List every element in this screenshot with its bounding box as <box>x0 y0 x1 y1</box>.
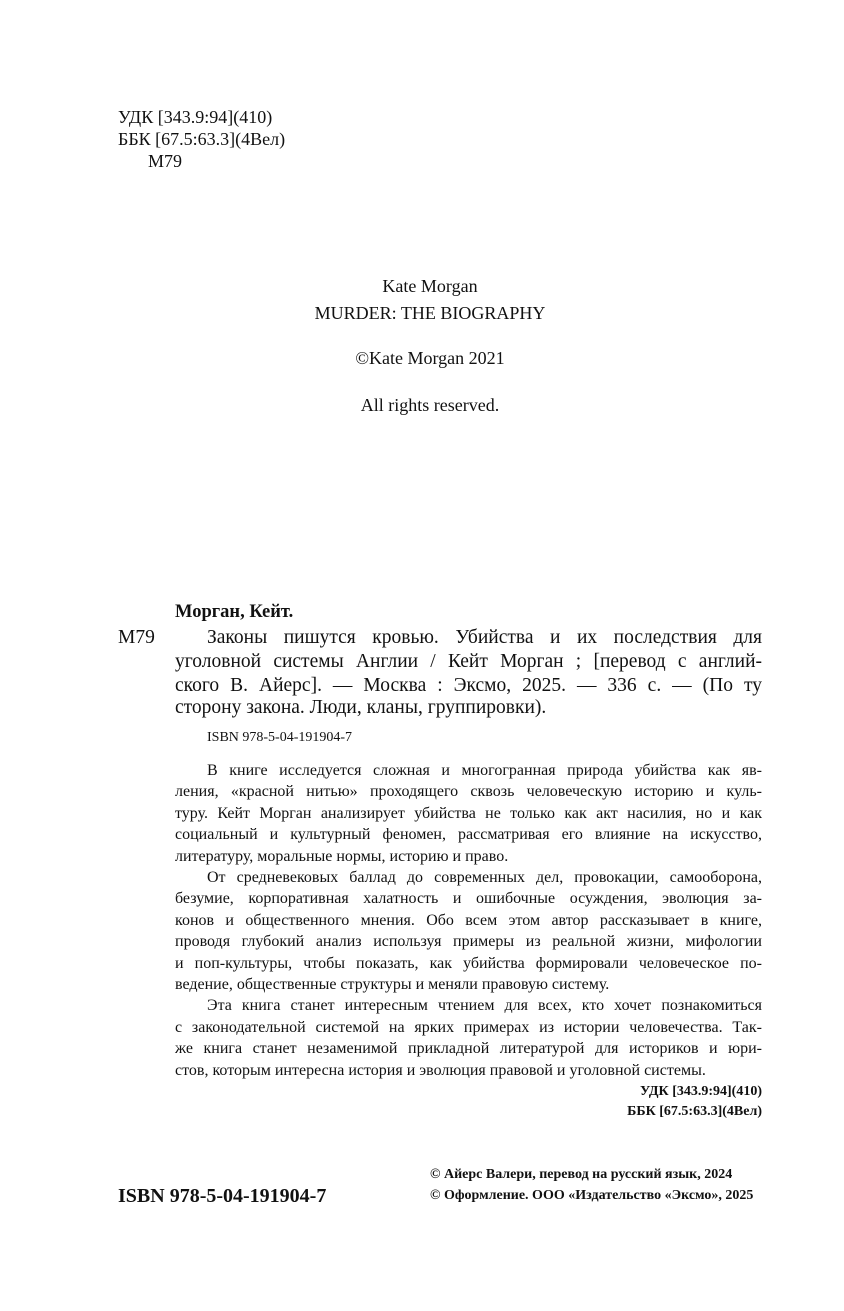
catalog-isbn: ISBN 978-5-04-191904-7 <box>207 730 353 745</box>
copyright-design: © Оформление. ООО «Издательство «Эксмо», 2025 <box>430 1188 754 1203</box>
catalog-author-heading: Морган, Кейт. <box>175 602 294 622</box>
author-mark: М79 <box>148 151 183 171</box>
catalog-line: уголовной системы Англии / Кейт Морган ; [перевод с англий- <box>175 651 762 672</box>
annotation-line: конов и общественного мнения. Обо всем этом автор рассказывает в книге, <box>175 911 762 929</box>
annotation-line: и поп-культуры, чтобы показать, как убийства формировали человеческое по- <box>175 954 762 972</box>
catalog-line: сторону закона. Люди, кланы, группировки). <box>175 697 547 718</box>
original-title: MURDER: THE BIOGRAPHY <box>314 303 546 323</box>
annotation-line: безумие, корпоративная халатность и ошибочные осуждения, эволюция за- <box>175 890 762 908</box>
annotation-line: Эта книга станет интересным чтением для всех, кто хочет познакомиться <box>207 997 762 1015</box>
rights-notice: All rights reserved. <box>360 395 500 415</box>
bbk-code: ББК [67.5:63.3](4Вел) <box>118 129 286 149</box>
footer-udk: УДК [343.9:94](410) <box>640 1084 762 1099</box>
annotation-line: же книга станет незаменимой прикладной литературой для историков и юри- <box>175 1040 762 1058</box>
udk-code: УДК [343.9:94](410) <box>118 107 273 127</box>
annotation-line: стов, которым интересна история и эволюция правовой и уголовной системы. <box>175 1061 706 1079</box>
annotation-line: ления, «красной нитью» проходящего сквозь человеческую историю и куль- <box>175 783 762 801</box>
footer-isbn: ISBN 978-5-04-191904-7 <box>118 1185 327 1207</box>
annotation-line: ведение, общественные структуры и меняли правовую систему. <box>175 976 610 993</box>
catalog-line: Законы пишутся кровью. Убийства и их последствия для <box>207 627 762 648</box>
catalog-mark: М79 <box>118 627 155 648</box>
annotation-line: От средневековых баллад до современных дел, провокации, самооборона, <box>207 869 762 886</box>
annotation-line: туру. Кейт Морган анализирует убийства не только как акт насилия, но и как <box>175 804 762 822</box>
annotation-line: проводя глубокий анализ используя примеры из реальной жизни, мифологии <box>175 933 762 951</box>
copyright-translation: © Айерс Валери, перевод на русский язык, 2024 <box>430 1167 733 1182</box>
annotation-line: литературу, моральные нормы, историю и право. <box>175 847 509 865</box>
original-author: Kate Morgan <box>382 276 478 296</box>
original-copyright: ©Kate Morgan 2021 <box>355 348 505 368</box>
footer-bbk: ББК [67.5:63.3](4Вел) <box>627 1104 762 1119</box>
annotation-line: В книге исследуется сложная и многогранная природа убийства как яв- <box>207 762 762 779</box>
annotation-line: с законодательной системой на ярких примерах из истории человечества. Так- <box>175 1018 762 1036</box>
catalog-line: ского В. Айерс]. — Москва : Эксмо, 2025. — 336 с. — (По ту <box>175 675 762 696</box>
annotation-line: социальный и культурный феномен, рассматривая его влияние на искусство, <box>175 826 762 844</box>
